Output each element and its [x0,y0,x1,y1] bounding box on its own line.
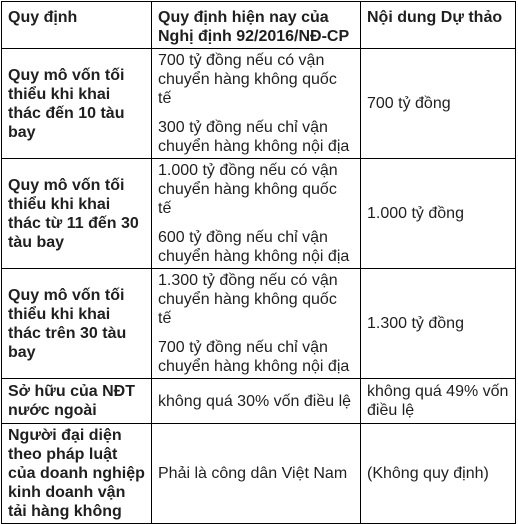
regulation-comparison-table [1,1,516,524]
current-cell [152,379,361,424]
table-row [2,159,516,269]
rule-cell: Quy mô vốn tối thiểu khi khai thác đến 10 tàu bay [2,49,152,159]
header-rule: Quy định [2,2,152,49]
table-row [2,379,516,424]
current-text: Phải là công dân Việt Nam [158,465,348,482]
draft-cell: 1.300 tỷ đồng [361,269,516,379]
rule-cell: Người đại diện theo pháp luật của doanh nghiệp kinh doanh vận tải hàng không [2,424,152,524]
current-text: 300 tỷ đồng nếu chỉ vận chuyển hàng không nội địa [158,119,350,155]
draft-cell: 1.000 tỷ đồng [361,159,516,269]
header-row [2,2,516,49]
table-row [2,269,516,379]
current-cell [152,269,361,379]
rule-cell: Quy mô vốn tối thiểu khi khai thác trên 30 tàu bay [2,269,152,379]
draft-cell: không quá 49% vốn điều lệ [361,379,516,424]
table-row [2,424,516,524]
current-cell [152,424,361,524]
draft-cell: (Không quy định) [361,424,516,524]
current-text: 700 tỷ đồng nếu chỉ vận chuyển hàng không nội địa [158,339,350,375]
header-draft: Nội dung Dự thảo [361,2,516,49]
current-cell [152,49,361,159]
table-row [2,49,516,159]
current-text: 700 tỷ đồng nếu có vận chuyển hàng không quốc tế [158,52,337,107]
rule-cell: Sở hữu của NĐT nước ngoài [2,379,152,424]
current-text: 600 tỷ đồng nếu chỉ vận chuyển hàng không nội địa [158,229,350,265]
current-cell [152,159,361,269]
current-text: 1.300 tỷ đồng nếu có vận chuyển hàng không quốc tế [158,272,338,327]
rule-cell: Quy mô vốn tối thiểu khi khai thác từ 11 đến 30 tàu bay [2,159,152,269]
header-current-decree: Quy định hiện nay của Nghị định 92/2016/NĐ-CP [152,2,361,49]
current-text: 1.000 tỷ đồng nếu có vận chuyển hàng không quốc tế [158,162,338,217]
draft-cell: 700 tỷ đồng [361,49,516,159]
current-text: không quá 30% vốn điều lệ [158,392,352,410]
